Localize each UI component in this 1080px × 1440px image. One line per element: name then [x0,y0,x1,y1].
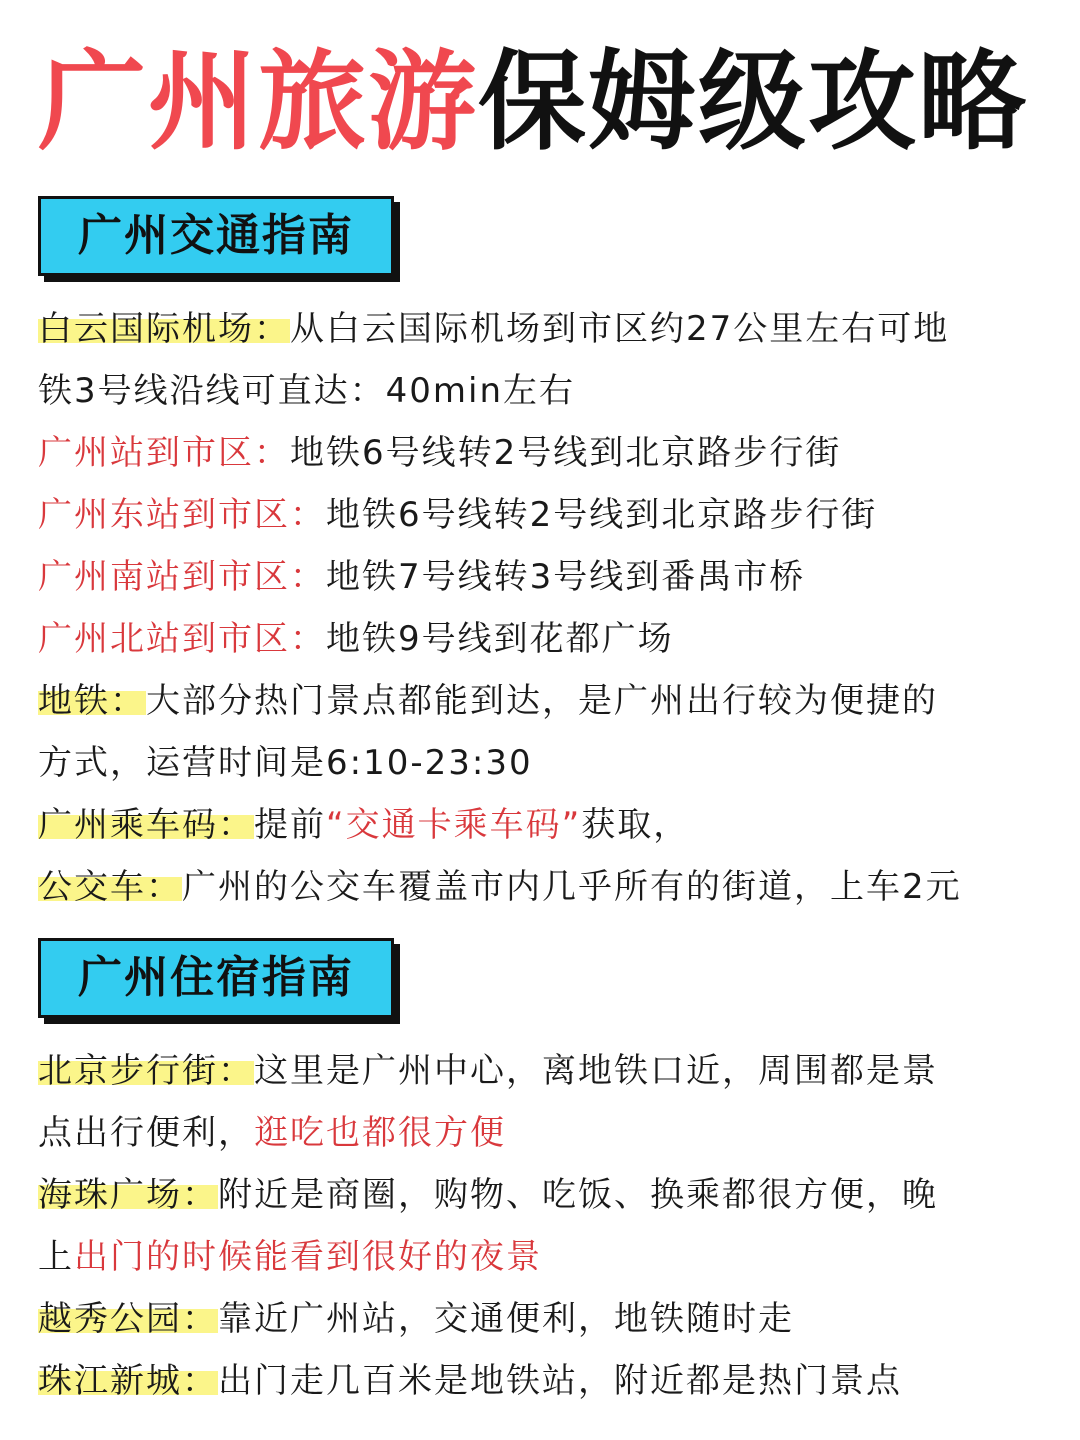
bus-text: 广州的公交车覆盖市内几乎所有的街道，上车2元 [182,867,962,907]
airport-text-2: 铁3号线沿线可直达：40min左右 [38,371,576,411]
metro-text-2: 方式，运营时间是6:10-23:30 [38,743,533,783]
zhujiang-line [38,1350,1048,1412]
gz-north-label: 广州北站到市区： [38,619,326,659]
zhujiang-label: 珠江新城： [38,1361,218,1401]
airport-line-2 [38,360,1048,422]
airport-line-1 [38,298,1048,360]
haizhu-line-2 [38,1226,1048,1288]
page-title [38,38,1048,168]
lodging-heading: 广州住宿指南 [38,938,394,1018]
gz-station-label: 广州站到市区： [38,433,290,473]
ride-code-pre: 提前 [254,805,326,845]
gz-east-label: 广州东站到市区： [38,495,326,535]
beijing-road-text-2: 点出行便利， [38,1113,254,1153]
airport-label: 白云国际机场： [38,309,290,349]
gz-south-text: 地铁7号线转3号线到番禺市桥 [326,557,806,597]
metro-text-1: 大部分热门景点都能到达，是广州出行较为便捷的 [146,681,938,721]
gz-east-text: 地铁6号线转2号线到北京路步行街 [326,495,878,535]
beijing-road-text-1: 这里是广州中心，离地铁口近，周围都是景 [254,1051,938,1091]
title-black-part: 保姆级攻略 [478,40,1029,165]
beijing-road-red: 逛吃也都很方便 [254,1113,506,1153]
gz-station-text: 地铁6号线转2号线到北京路步行街 [290,433,842,473]
haizhu-line-1 [38,1164,1048,1226]
gz-station-line [38,422,1048,484]
yuexiu-line [38,1288,1048,1350]
ride-code-label: 广州乘车码： [38,805,254,845]
metro-line-1 [38,670,1048,732]
yuexiu-label: 越秀公园： [38,1299,218,1339]
gz-south-label: 广州南站到市区： [38,557,326,597]
bus-label: 公交车： [38,867,182,907]
metro-label: 地铁： [38,681,146,721]
haizhu-text-1: 附近是商圈，购物、吃饭、换乘都很方便，晚 [218,1175,938,1215]
gz-north-line [38,608,1048,670]
ride-code-quote: “交通卡乘车码” [326,805,582,845]
lodging-section [38,1040,1048,1412]
ride-code-post: 获取， [581,805,690,845]
haizhu-red: 出门的时候能看到很好的夜景 [74,1237,542,1277]
haizhu-label: 海珠广场： [38,1175,218,1215]
yuexiu-text: 靠近广州站，交通便利，地铁随时走 [218,1299,794,1339]
haizhu-text-2: 上 [38,1237,74,1277]
transport-section [38,298,1048,918]
zhujiang-text: 出门走几百米是地铁站，附近都是热门景点 [218,1361,902,1401]
beijing-road-line-1 [38,1040,1048,1102]
metro-line-2 [38,732,1048,794]
gz-north-text: 地铁9号线到花都广场 [326,619,674,659]
airport-text-1: 从白云国际机场到市区约27公里左右可地 [290,309,950,349]
transport-heading: 广州交通指南 [38,196,394,276]
beijing-road-line-2 [38,1102,1048,1164]
ride-code-line [38,794,1048,856]
bus-line [38,856,1048,918]
gz-south-line [38,546,1048,608]
beijing-road-label: 北京步行街： [38,1051,254,1091]
gz-east-line [38,484,1048,546]
title-red-part: 广州旅游 [38,40,479,165]
